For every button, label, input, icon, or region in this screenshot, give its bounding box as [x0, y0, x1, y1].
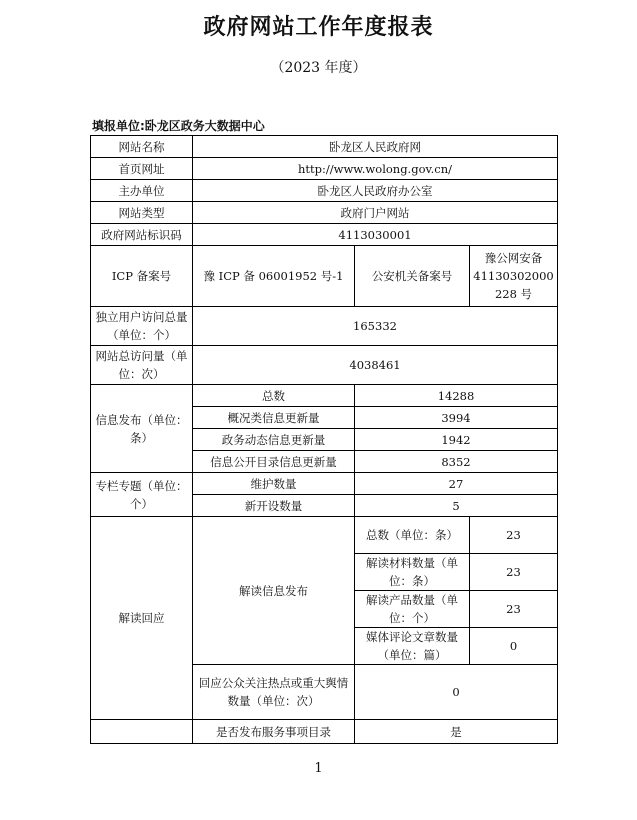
response-label: 回应公众关注热点或重大舆情数量（单位：次）	[193, 665, 355, 720]
icp-label: ICP 备案号	[91, 246, 193, 307]
table-row	[91, 158, 558, 180]
sponsor-value: 卧龙区人民政府办公室	[193, 180, 558, 202]
interp-item-value: 23	[470, 517, 558, 554]
info-item-label: 总数	[193, 385, 355, 407]
table-row	[91, 307, 558, 346]
unique-visitors-label: 独立用户访问总量（单位：个）	[91, 307, 193, 346]
info-item-value: 14288	[355, 385, 558, 407]
interpretation-label: 解读回应	[91, 517, 193, 720]
table-row	[91, 246, 558, 307]
site-code-value: 4113030001	[193, 224, 558, 246]
special-item-value: 5	[355, 495, 558, 517]
interpretation-publish-label: 解读信息发布	[193, 517, 355, 665]
info-item-value: 1942	[355, 429, 558, 451]
site-type-label: 网站类型	[91, 202, 193, 224]
special-item-value: 27	[355, 473, 558, 495]
info-publish-label: 信息发布（单位：条）	[91, 385, 193, 473]
special-item-label: 维护数量	[193, 473, 355, 495]
total-visits-value: 4038461	[193, 346, 558, 385]
table-row	[91, 180, 558, 202]
interp-item-value: 23	[470, 554, 558, 591]
table-row	[91, 473, 558, 495]
site-name-value: 卧龙区人民政府网	[193, 136, 558, 158]
interp-item-label: 解读材料数量（单位：条）	[355, 554, 470, 591]
page-title: 政府网站工作年度报表	[203, 15, 434, 40]
table-row	[91, 720, 558, 744]
special-column-label: 专栏专题（单位：个）	[91, 473, 193, 517]
interp-item-value: 23	[470, 591, 558, 628]
table-row	[91, 517, 558, 554]
homepage-value: http://www.wolong.gov.cn/	[193, 158, 558, 180]
site-name-label: 网站名称	[91, 136, 193, 158]
icp-value: 豫 ICP 备 06001952 号-1	[193, 246, 355, 307]
police-record-value: 豫公网安备 41130302000 228 号	[470, 246, 558, 307]
homepage-label: 首页网址	[91, 158, 193, 180]
total-visits-label: 网站总访问量（单位：次）	[91, 346, 193, 385]
police-record-label: 公安机关备案号	[355, 246, 470, 307]
interp-item-label: 解读产品数量（单位：个）	[355, 591, 470, 628]
interp-item-label: 媒体评论文章数量（单位：篇）	[355, 628, 470, 665]
table-row	[91, 385, 558, 407]
site-code-label: 政府网站标识码	[91, 224, 193, 246]
page-number: 1	[314, 761, 323, 776]
info-item-label: 信息公开目录信息更新量	[193, 451, 355, 473]
special-item-label: 新开设数量	[193, 495, 355, 517]
table-row	[91, 346, 558, 385]
service-catalog-label: 是否发布服务事项目录	[193, 720, 355, 744]
service-catalog-value: 是	[355, 720, 558, 744]
table-row	[91, 202, 558, 224]
info-item-value: 8352	[355, 451, 558, 473]
report-table	[90, 135, 558, 744]
interp-item-value: 0	[470, 628, 558, 665]
table-row	[91, 224, 558, 246]
interp-item-label: 总数（单位：条）	[355, 517, 470, 554]
empty-cell	[91, 720, 193, 744]
info-item-label: 概况类信息更新量	[193, 407, 355, 429]
info-item-label: 政务动态信息更新量	[193, 429, 355, 451]
report-year: （2023 年度）	[270, 60, 367, 76]
sponsor-label: 主办单位	[91, 180, 193, 202]
response-value: 0	[355, 665, 558, 720]
site-type-value: 政府门户网站	[193, 202, 558, 224]
reporting-unit: 填报单位:卧龙区政务大数据中心	[92, 119, 265, 133]
unique-visitors-value: 165332	[193, 307, 558, 346]
table-row	[91, 136, 558, 158]
info-item-value: 3994	[355, 407, 558, 429]
